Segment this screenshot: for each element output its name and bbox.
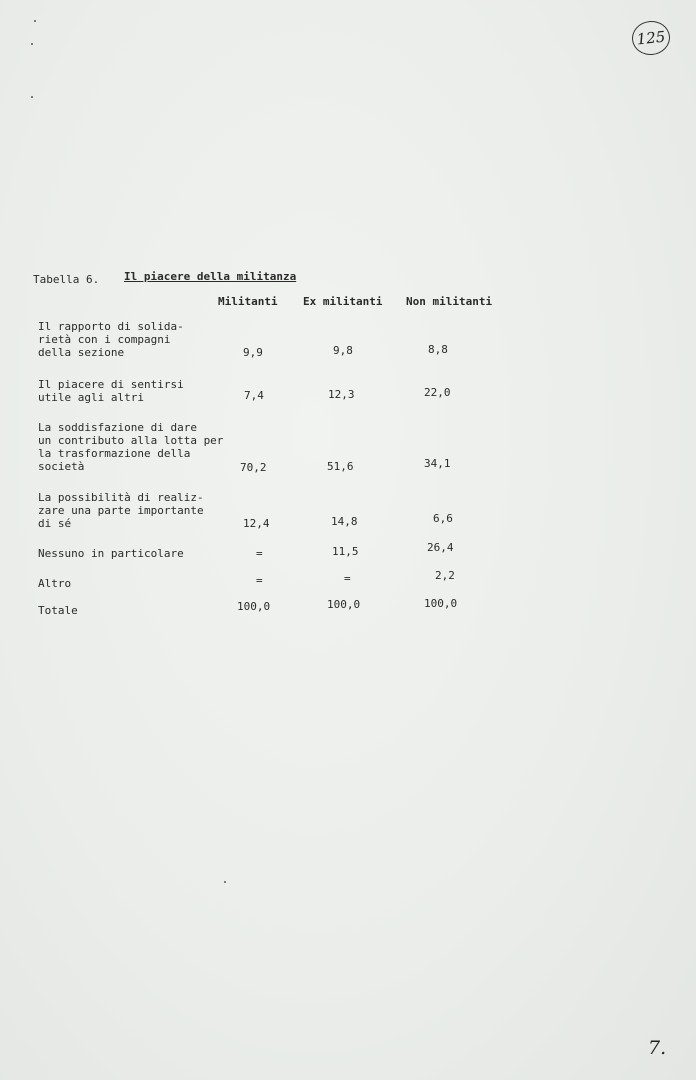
cell-militanti: 7,4 bbox=[244, 389, 264, 402]
cell-non-militanti: 6,6 bbox=[433, 512, 453, 525]
row-label-piacere-sentirsi-utile: Il piacere di sentirsi utile agli altri bbox=[38, 378, 184, 404]
paper-speck bbox=[34, 20, 36, 22]
row-label-possibilita-realizzare: La possibilità di realiz- zare una parte importante di sé bbox=[38, 491, 204, 530]
column-header-militanti: Militanti bbox=[218, 295, 278, 308]
page-number: 125 bbox=[635, 27, 667, 49]
cell-ex-militanti: 9,8 bbox=[333, 344, 353, 357]
cell-ex-militanti: 11,5 bbox=[332, 545, 359, 558]
table-caption-label: Tabella 6. bbox=[33, 273, 100, 286]
cell-ex-militanti: 100,0 bbox=[327, 598, 361, 611]
cell-non-militanti: 100,0 bbox=[424, 597, 458, 610]
row-label-nessuno-in-particolare: Nessuno in particolare bbox=[38, 547, 184, 560]
cell-militanti: = bbox=[256, 547, 263, 560]
cell-militanti: 100,0 bbox=[237, 600, 271, 613]
cell-ex-militanti: = bbox=[344, 572, 351, 585]
row-label-totale: Totale bbox=[38, 604, 78, 617]
row-label-rapporto-solidarieta: Il rapporto di solida- rietà con i compagni della sezione bbox=[38, 320, 184, 359]
table-caption-title: Il piacere della militanza bbox=[124, 270, 297, 283]
cell-ex-militanti: 51,6 bbox=[327, 460, 354, 473]
cell-militanti: 70,2 bbox=[240, 461, 267, 474]
paper-speck bbox=[224, 881, 226, 883]
paper-speck bbox=[31, 43, 33, 45]
cell-non-militanti: 2,2 bbox=[435, 569, 455, 582]
row-label-altro: Altro bbox=[38, 577, 72, 590]
page-number-badge bbox=[630, 19, 671, 57]
column-header-non-militanti: Non militanti bbox=[406, 295, 493, 308]
handwritten-page-mark: 7. bbox=[648, 1037, 667, 1059]
cell-non-militanti: 22,0 bbox=[424, 386, 451, 399]
column-header-ex-militanti: Ex militanti bbox=[303, 295, 383, 308]
cell-militanti: = bbox=[256, 574, 263, 587]
cell-militanti: 12,4 bbox=[243, 517, 270, 530]
cell-militanti: 9,9 bbox=[243, 346, 263, 359]
cell-ex-militanti: 12,3 bbox=[328, 388, 355, 401]
cell-non-militanti: 26,4 bbox=[427, 541, 454, 554]
row-label-soddisfazione-contributo: La soddisfazione di dare un contributo alla lotta per la trasformazione della società bbox=[38, 421, 224, 473]
cell-non-militanti: 8,8 bbox=[428, 343, 448, 356]
cell-ex-militanti: 14,8 bbox=[331, 515, 358, 528]
cell-non-militanti: 34,1 bbox=[424, 457, 451, 470]
paper-speck bbox=[31, 96, 33, 98]
